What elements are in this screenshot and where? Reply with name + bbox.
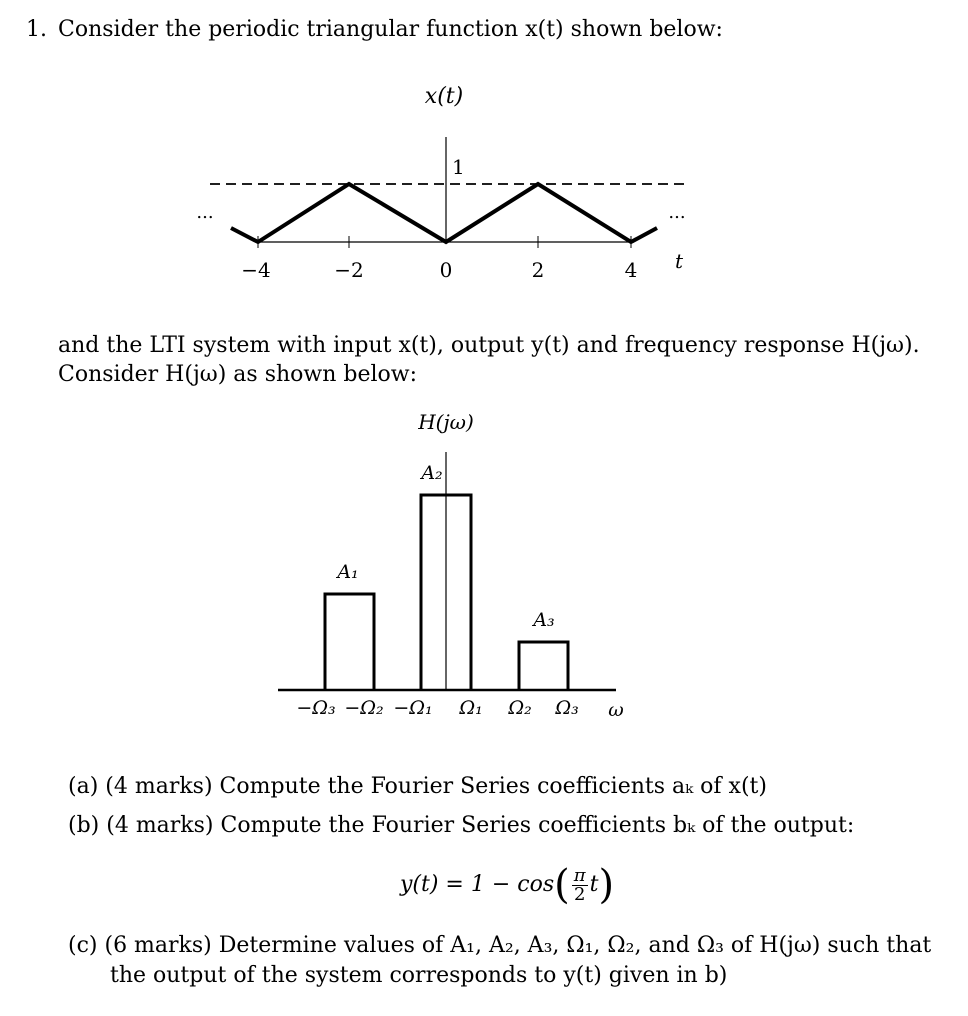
h-tick-label: Ω₂: [508, 697, 532, 719]
h-tick-label: −Ω₁: [393, 697, 433, 719]
part-a: (a) (4 marks) Compute the Fourier Series coefficients aₖ of x(t): [68, 774, 767, 799]
part-c-line2: the output of the system corresponds to y(t) given in b): [110, 963, 728, 988]
h-rect-a1: [325, 594, 374, 690]
xt-ellipsis-right: ...: [668, 202, 686, 223]
lti-description: and the LTI system with input x(t), output y(t) and frequency response H(jω).: [58, 333, 920, 358]
part-c-line1: (c) (6 marks) Determine values of A₁, A₂, A₃, Ω₁, Ω₂, and Ω₃ of H(jω) such that: [68, 933, 932, 958]
part-b: (b) (4 marks) Compute the Fourier Series coefficients bₖ of the output:: [68, 813, 855, 838]
h-title: H(jω): [418, 410, 474, 434]
xt-tick-label: 0: [439, 258, 453, 282]
xt-tick-label: 2: [531, 258, 545, 282]
xt-title: x(t): [424, 84, 464, 109]
h-figure: [0, 400, 968, 730]
xt-ellipsis-left: ...: [196, 202, 214, 223]
h-intro: Consider H(jω) as shown below:: [58, 362, 418, 387]
h-tick-label: Ω₁: [459, 697, 483, 719]
equation-t: t: [589, 872, 599, 897]
h-tick-label: Ω₃: [555, 697, 579, 719]
h-axis-var: ω: [608, 699, 624, 721]
fraction: [572, 864, 588, 905]
frac-denominator: 2: [573, 883, 586, 905]
question-intro: Consider the periodic triangular function x(t) shown below:: [58, 17, 723, 42]
xt-triangle-wave: [231, 184, 657, 242]
xt-axis-var: t: [674, 249, 684, 273]
paren-left: (: [554, 862, 570, 908]
xt-peak-label: 1: [452, 155, 465, 179]
equation-y: [400, 858, 614, 912]
h-label-a1: A₁: [337, 561, 359, 583]
frac-numerator: π: [573, 864, 586, 886]
xt-figure: [0, 70, 968, 290]
xt-tick-label: −2: [334, 258, 364, 282]
paren-right: ): [598, 862, 615, 908]
equation-lhs: y(t) = 1 − cos: [400, 872, 555, 897]
h-tick-label: −Ω₃: [296, 697, 336, 719]
xt-tick-label: −4: [241, 258, 271, 282]
h-label-a3: A₃: [533, 609, 555, 631]
h-tick-label: −Ω₂: [344, 697, 384, 719]
xt-tick-label: 4: [624, 258, 638, 282]
h-label-a2: A₂: [421, 462, 443, 484]
h-rect-a3: [519, 642, 568, 690]
question-number: 1.: [26, 17, 47, 42]
